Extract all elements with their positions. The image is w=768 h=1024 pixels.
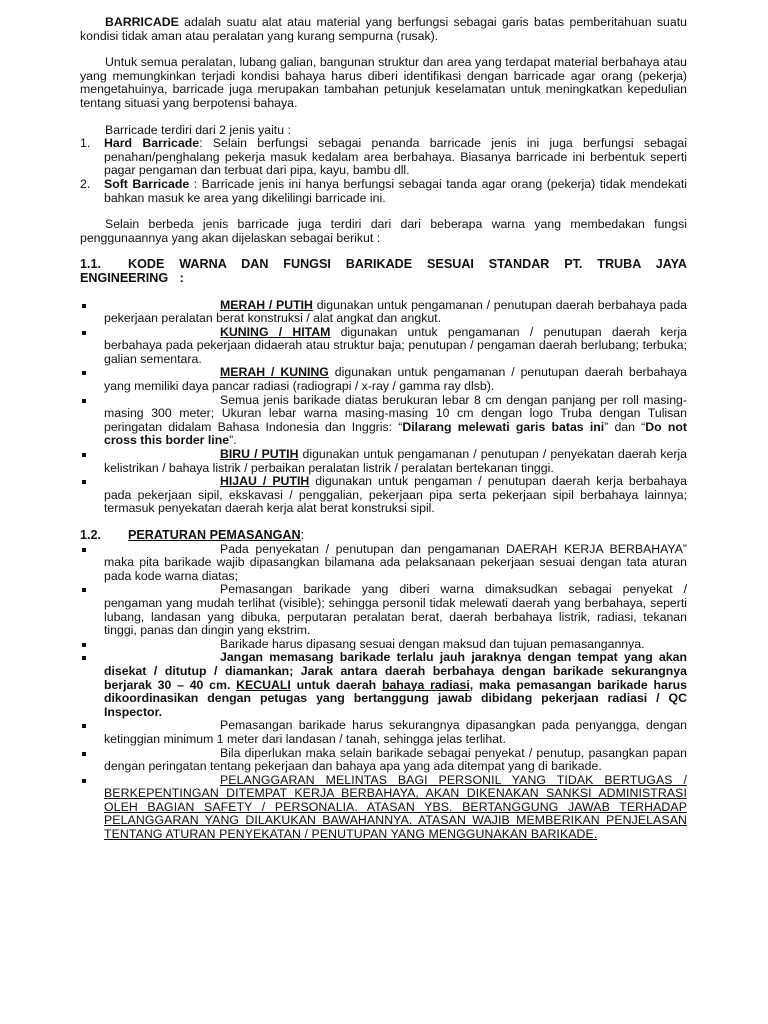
rule-text: Pemasangan barikade yang diberi warna dimaksudkan sebagai penyekat / pengaman yang mudah terlihat (visible); sehingga personil tidak melewati daerah yang berbahaya, seperti lubang, landasan yang dibuka, perputaran peralatan berat, daerah berbahaya listrik, radiasi, tekanan tinggi, panas dan dingin yang ekstrim. xyxy=(104,582,687,638)
section-title: KODE WARNA DAN FUNGSI BARIKADE SESUAI STANDAR PT. TRUBA JAYA ENGINEERING : xyxy=(80,257,687,285)
rule-text: Jangan memasang barikade terlalu jauh jaraknya dengan tempat yang akan disekat / ditutup / diamankan; Jarak antara daerah berbahaya dengan barikade sekurangnya berjarak 30 – 40 cm. xyxy=(104,650,687,692)
square-bullet-icon xyxy=(82,304,86,308)
color-label: MERAH / PUTIH xyxy=(220,297,313,312)
rule-text: Pada penyekatan / penutupan dan pengamanan DAERAH KERJA BERBAHAYA” maka pita barikade wajib dipasangkan bilamana ada pelaksanaan pekerjaan sesuai dengan tata aturan pada kode warna diatas; xyxy=(104,541,687,583)
square-bullet-icon xyxy=(82,371,86,375)
rule-radiation: bahaya radiasi xyxy=(381,677,470,692)
intro-paragraph-1 xyxy=(80,16,687,43)
square-bullet-icon xyxy=(82,399,86,403)
rule-text: untuk daerah xyxy=(290,677,382,692)
warning-id: Dilarang melewati garis batas ini xyxy=(402,419,605,434)
document-page xyxy=(80,16,687,842)
square-bullet-icon xyxy=(82,643,86,647)
rule-text: , maka pemasangan barikade harus dikoordinasikan dengan petugas yang bertanggung jawab dibidang pekerjaan radiasi / QC Inspector. xyxy=(104,677,687,719)
list-number: 1. xyxy=(80,136,91,151)
square-bullet-icon xyxy=(82,724,86,728)
color-description: digunakan untuk pengamanan / penutupan daerah berbahaya pada pekerjaan peralatan berat konstruksi / alat angkat dan angkut. xyxy=(104,297,687,326)
color-label: KUNING / HITAM xyxy=(220,324,331,339)
list-item xyxy=(80,366,687,393)
square-bullet-icon xyxy=(82,656,86,660)
square-bullet-icon xyxy=(82,548,86,552)
color-code-list xyxy=(80,299,687,517)
list-item xyxy=(80,326,687,367)
installation-rules-list xyxy=(80,543,687,842)
list-item xyxy=(80,651,687,719)
section-number: 1.2. xyxy=(80,528,102,542)
list-item xyxy=(80,543,687,584)
type-name: Soft Barricade xyxy=(104,176,190,191)
type-name: Hard Barricade xyxy=(104,136,200,151)
separator: : xyxy=(199,136,213,151)
list-item xyxy=(80,638,687,652)
violation-warning: PELANGGARAN MELINTAS BAGI PERSONIL YANG TIDAK BERTUGAS / BERKEPENTINGAN DITEMPAT KERJA BERBAHAYA, AKAN DIKENAKAN SANKSI ADMINISTRASI OLEH BAGIAN SAFETY / PERSONALIA. ATASAN YBS. BERTANGGUNG JAWAB TERHADAP PELANGGARAN YANG DILAKUKAN BAWAHANNYA. ATASAN WAJIB MEMBERIKAN PENJELASAN TENTANG ATURAN PENYEKATAN / PENUTUPAN YANG MENGGUNAKAN BARIKADE. xyxy=(104,772,687,842)
color-label: BIRU / PUTIH xyxy=(220,447,299,462)
color-description: digunakan untuk pengamanan / penutupan / penyekatan daerah kerja kelistrikan / bahaya listrik / perbaikan peralatan listrik / peralatan bertekanan tinggi. xyxy=(104,447,687,475)
square-bullet-icon xyxy=(82,588,86,592)
note-text: Semua jenis barikade diatas berukuran lebar 8 cm dengan panjang per roll masing-masing 300 meter; Ukuran lebar warna masing-masing 10 cm dengan logo Truba dengan Tulisan peringatan didalam Bahasa Indonesia dan Inggris: “ xyxy=(104,392,687,434)
rule-text: Bila diperlukan maka selain barikade sebagai penyekat / penutup, pasangkan papan dengan peringatan tentang pekerjaan dan bahaya apa yang ada ditempat yang di barikade. xyxy=(104,745,687,774)
note-text: ” dan “ xyxy=(604,419,646,434)
section-title: PERATURAN PEMASANGAN xyxy=(128,528,301,542)
intro-paragraph-3: Barricade terdiri dari 2 jenis yaitu : xyxy=(105,122,291,137)
list-item xyxy=(80,719,687,746)
list-item xyxy=(80,747,687,774)
square-bullet-icon xyxy=(82,331,86,335)
list-item xyxy=(80,394,687,448)
list-item xyxy=(80,475,687,516)
rule-exception: KECUALI xyxy=(236,677,291,692)
square-bullet-icon xyxy=(82,480,86,484)
section-colon: : xyxy=(300,528,305,542)
section-number: 1.1. xyxy=(80,257,102,272)
separator: : xyxy=(189,176,202,191)
color-label: HIJAU / PUTIH xyxy=(220,474,310,489)
warning-en: Do not cross this border line xyxy=(104,419,687,448)
color-label: MERAH / KUNING xyxy=(220,365,329,380)
list-item xyxy=(80,299,687,326)
rule-text: Barikade harus dipasang sesuai dengan maksud dan tujuan pemasangannya. xyxy=(220,636,645,651)
intro-text-1: adalah suatu alat atau material yang berfungsi sebagai garis batas pemberitahuan suatu kondisi tidak aman atau peralatan yang kurang sempurna (rusak). xyxy=(80,15,687,43)
intro-paragraph-4: Selain berbeda jenis barricade juga terdiri dari dari beberapa warna yang membedakan fungsi penggunaannya yang akan dijelaskan sebagai berikut : xyxy=(80,217,687,245)
section-heading-1 xyxy=(80,258,687,285)
square-bullet-icon xyxy=(82,453,86,457)
list-item xyxy=(80,448,687,475)
color-description: digunakan untuk pengamanan / penutupan daerah kerja berbahaya pada pekerjaan didaerah atau struktur baja; penutupan / pengaman daerah berlubang; terbuka; galian sementara. xyxy=(104,324,687,366)
square-bullet-icon xyxy=(82,752,86,756)
term-barricade: BARRICADE xyxy=(105,15,179,29)
list-item xyxy=(80,774,687,842)
section-heading-2 xyxy=(80,529,687,543)
intro-paragraph-2: Untuk semua peralatan, lubang galian, bangunan struktur dan area yang terdapat material berbahaya atau yang memungkinkan terjadi kondisi bahaya harus diberi identifikasi dengan barricade agar orang (pekerja) mengetahuinya, barricade juga merupakan tambahan petunjuk keselamatan untuk meningkatkan kepedulian tentang situasi yang berpotensi bahaya. xyxy=(80,55,687,110)
barricade-types-list xyxy=(80,137,687,205)
list-item xyxy=(80,137,687,178)
type-description: Selain berfungsi sebagai penanda barricade jenis ini juga berfungsi sebagai penahan/penghalang pekerja masuk kedalam area berbahaya. Biasanya barricade ini berbentuk seperti pagar pengaman dan terbuat dari pipa, kayu, bambu dll. xyxy=(104,136,688,178)
list-item xyxy=(80,178,687,205)
color-description: digunakan untuk pengamanan / penutupan daerah berbahaya yang memiliki daya pancar radiasi (radiograpi / x-ray / gamma ray dlsb). xyxy=(104,365,687,394)
note-text: ”. xyxy=(229,433,237,448)
color-description: digunakan untuk pengaman / penutupan daerah kerja berbahaya pada pekerjaan sipil, ekskavasi / penggalian, pekerjaan pipa serta pekerjaan sipil berbahaya lainnya; termasuk penyekatan daerah kerja alat berat konstruksi sipil. xyxy=(104,474,687,516)
square-bullet-icon xyxy=(82,779,86,783)
rule-text: Pemasangan barikade harus sekurangnya dipasangkan pada penyangga, dengan ketinggian minimum 1 meter dari landasan / tanah, sehingga jelas terlihat. xyxy=(104,718,687,746)
list-number: 2. xyxy=(80,176,91,191)
list-item xyxy=(80,583,687,637)
type-description: Barricade jenis ini hanya berfungsi sebagai tanda agar orang (pekerja) tidak mendekati bahkan masuk ke area yang dikelilingi barricade ini. xyxy=(104,176,687,205)
